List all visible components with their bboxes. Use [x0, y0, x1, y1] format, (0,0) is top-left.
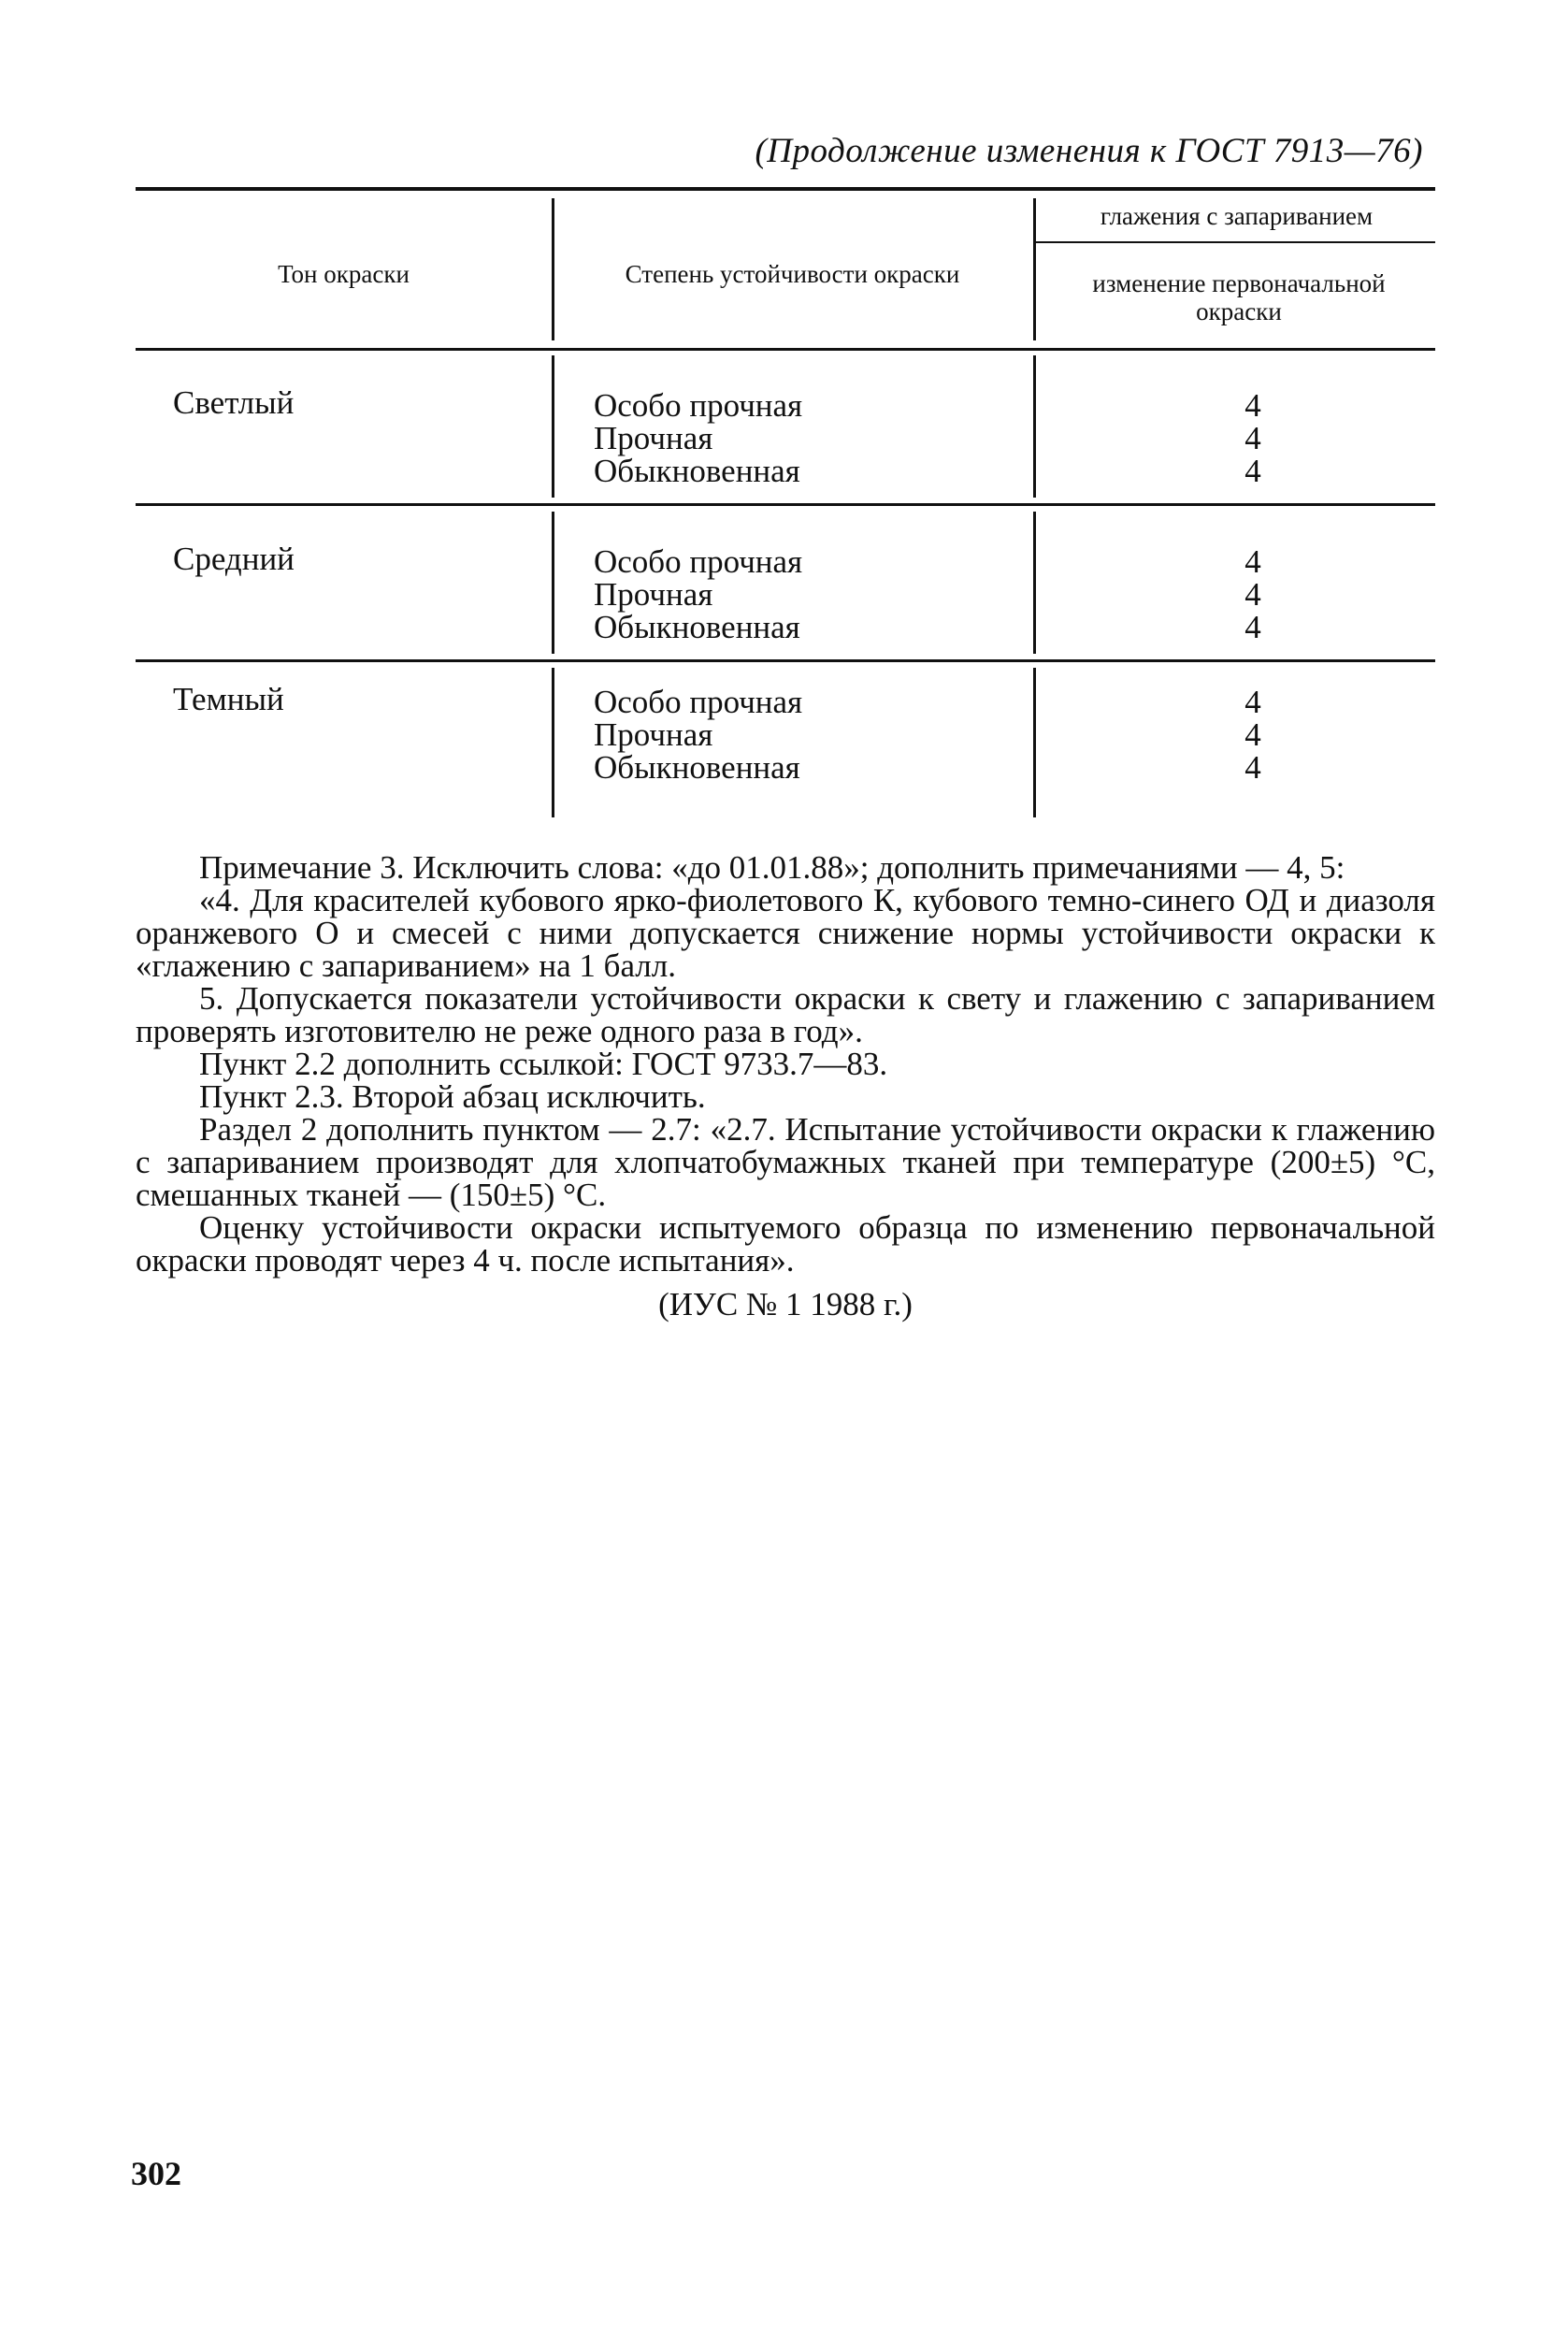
value-cell: 4	[1244, 684, 1261, 720]
degree-cell: Особо прочная	[594, 387, 803, 424]
degree-cell: Особо прочная	[594, 543, 803, 580]
notes-section	[136, 851, 1435, 1321]
value-cell: 4	[1244, 609, 1261, 645]
degree-cell: Особо прочная	[594, 684, 803, 720]
header-group: глажения с запариванием	[1100, 202, 1374, 230]
value-cell: 4	[1244, 453, 1261, 489]
tone-cell: Светлый	[173, 384, 295, 421]
header-subgroup: изменение первоначальной окраски	[1092, 269, 1386, 325]
column-divider	[1033, 198, 1036, 340]
degree-cell: Прочная	[594, 576, 713, 613]
column-divider	[552, 512, 554, 654]
row-divider	[136, 659, 1435, 662]
running-title: (Продолжение изменения к ГОСТ 7913—76)	[755, 132, 1423, 170]
note-paragraph: Примечание 3. Исключить слова: «до 01.01.88»; дополнить примечаниями — 4, 5:	[199, 849, 1345, 886]
table-top-rule	[136, 187, 1435, 191]
column-divider	[1033, 668, 1036, 817]
value-cell: 4	[1244, 543, 1261, 580]
degree-cell: Прочная	[594, 716, 713, 753]
degree-cell: Обыкновенная	[594, 749, 800, 786]
header-bottom-rule	[136, 348, 1435, 351]
value-cell: 4	[1244, 420, 1261, 456]
value-cell: 4	[1244, 749, 1261, 786]
value-cell: 4	[1244, 576, 1261, 613]
column-divider	[552, 198, 554, 340]
page-number: 302	[131, 2155, 181, 2192]
degree-cell: Прочная	[594, 420, 713, 456]
fastness-table	[136, 187, 1435, 823]
note-paragraph: Оценку устойчивости окраски испытуемого образца по изменению первоначальной окраски проводят через 4 ч. после испытания».	[136, 1209, 1435, 1279]
row-divider	[136, 503, 1435, 506]
source-reference: (ИУС № 1 1988 г.)	[658, 1286, 913, 1322]
column-divider	[552, 668, 554, 817]
note-paragraph: Пункт 2.2 дополнить ссылкой: ГОСТ 9733.7—83.	[199, 1046, 888, 1082]
note-paragraph: Раздел 2 дополнить пунктом — 2.7: «2.7. Испытание устойчивости окраски к глажению с запариванием производят для хлопчатобумажных тканей при температуре (200±5) °С, смешанных тканей — (150±5) °С.	[136, 1111, 1435, 1213]
subheader-rule	[1033, 241, 1435, 243]
note-paragraph: «4. Для красителей кубового ярко-фиолетового К, кубового темно-синего ОД и диазоля оранжевого О и смесей с ними допускается снижение нормы устойчивости окраски к «глажению с запариванием» на 1 балл.	[136, 882, 1435, 984]
column-divider	[1033, 512, 1036, 654]
note-paragraph: 5. Допускается показатели устойчивости окраски к свету и глажению с запариванием проверять изготовителю не реже одного раза в год».	[136, 980, 1435, 1049]
value-cell: 4	[1244, 387, 1261, 424]
column-divider	[552, 355, 554, 498]
degree-cell: Обыкновенная	[594, 453, 800, 489]
note-paragraph: Пункт 2.3. Второй абзац исключить.	[199, 1078, 706, 1115]
value-cell: 4	[1244, 716, 1261, 753]
tone-cell: Средний	[173, 541, 295, 577]
tone-cell: Темный	[173, 681, 284, 717]
column-divider	[1033, 355, 1036, 498]
header-tone: Тон окраски	[278, 260, 410, 288]
degree-cell: Обыкновенная	[594, 609, 800, 645]
header-degree: Степень устойчивости окраски	[625, 260, 960, 288]
